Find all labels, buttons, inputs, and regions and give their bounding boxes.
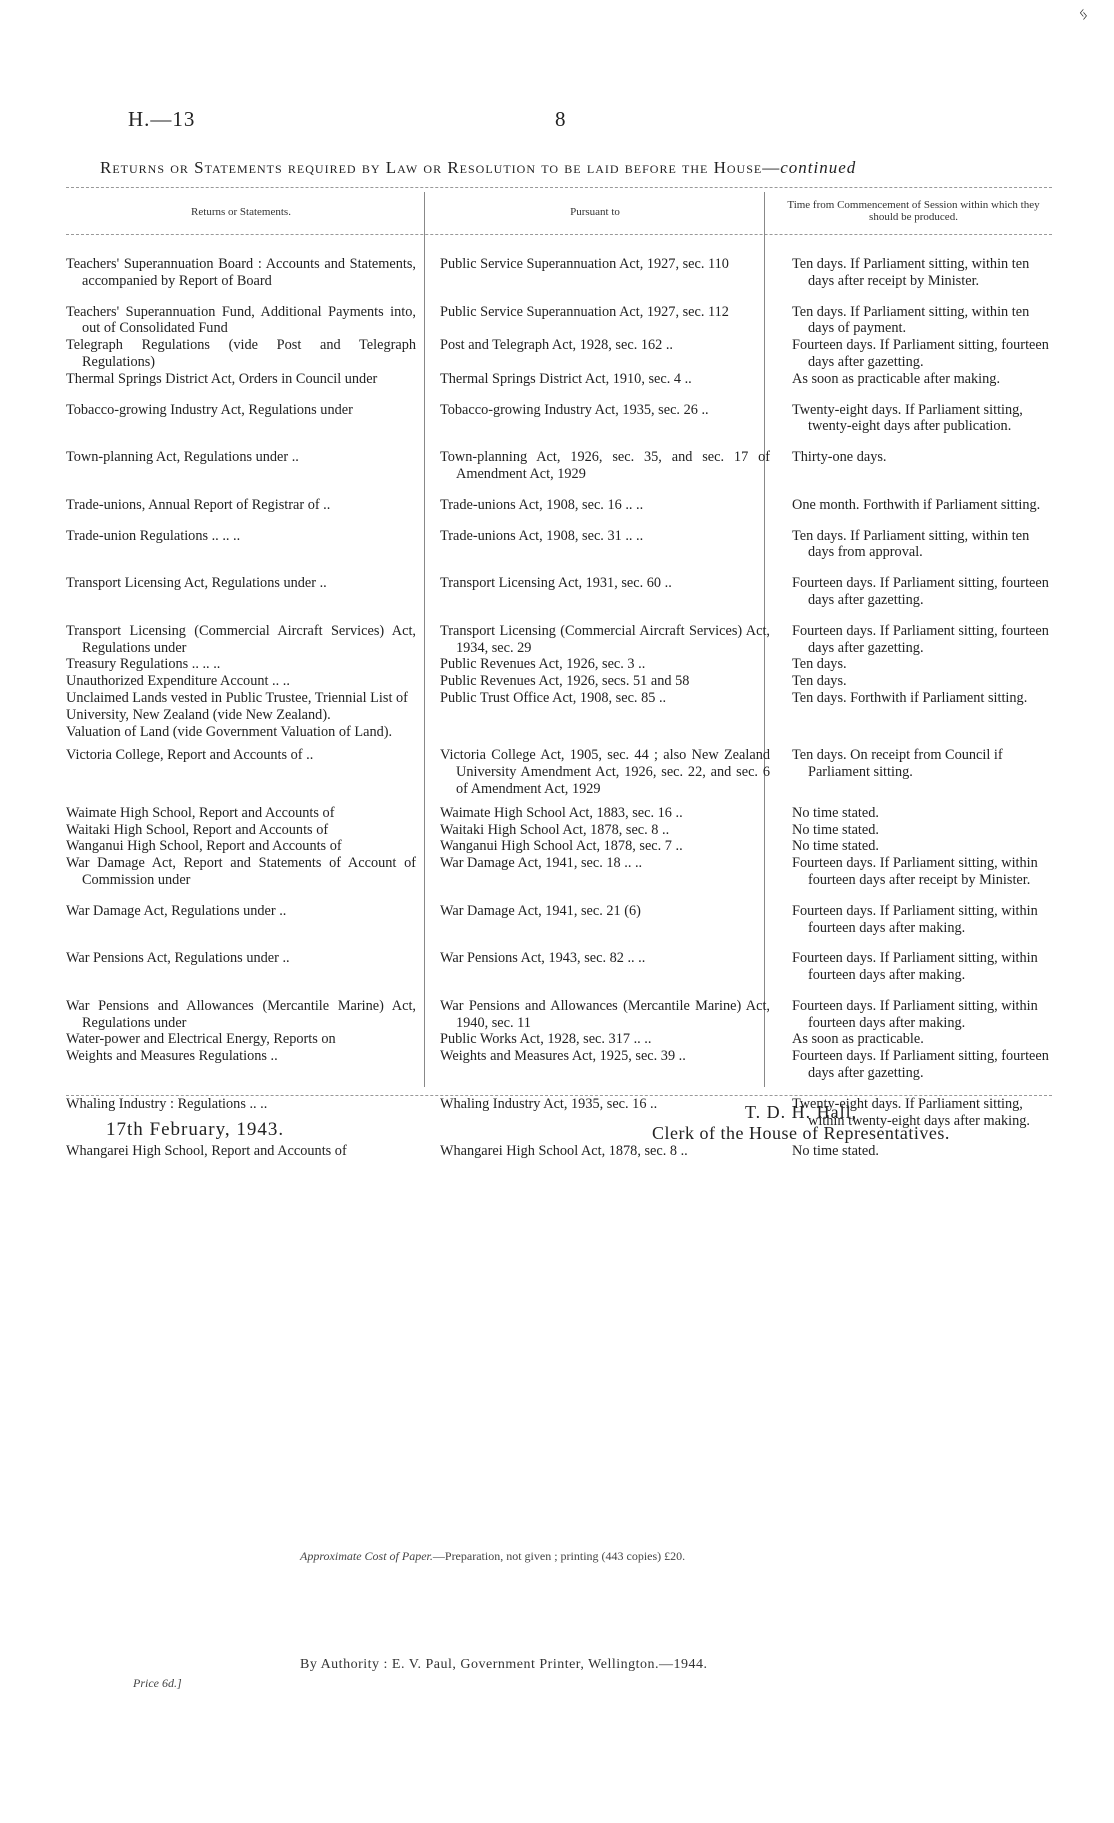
cell-return bbox=[66, 1031, 428, 1048]
cell-pursuant-text: Trade-unions Act, 1908, sec. 31 .. .. bbox=[440, 527, 644, 544]
cell-time-text: No time stated. bbox=[792, 1143, 879, 1160]
table-row bbox=[66, 798, 1052, 822]
cell-time-text: As soon as practicable after making. bbox=[792, 370, 1001, 387]
cell-return-text: War Damage Act, Regulations under .. bbox=[66, 902, 287, 919]
cell-time-text: Fourteen days. If Parliament sitting, within fourteen days after making. bbox=[792, 997, 1038, 1031]
cell-return bbox=[66, 673, 428, 690]
cell-pursuant-text: Public Service Superannuation Act, 1927, sec. 112 bbox=[440, 303, 729, 320]
cell-time bbox=[780, 256, 1052, 290]
cell-time-text: One month. Forthwith if Parliament sitting. bbox=[792, 496, 1041, 513]
cell-return bbox=[66, 483, 428, 514]
cell-pursuant-text: Public Revenues Act, 1926, sec. 3 .. bbox=[440, 656, 646, 673]
cell-return-text: Valuation of Land (vide Government Valuation of Land). bbox=[66, 723, 393, 740]
cell-time-text: Fourteen days. If Parliament sitting, fourteen days after gazetting. bbox=[792, 575, 1049, 608]
table-bottom-rule bbox=[66, 1095, 1052, 1096]
cell-pursuant bbox=[428, 822, 780, 839]
table-row bbox=[66, 483, 1052, 514]
cell-return-text: Whaling Industry : Regulations .. .. bbox=[66, 1095, 268, 1112]
cell-time-text: Ten days. Forthwith if Parliament sitting. bbox=[792, 689, 1028, 706]
cell-pursuant bbox=[428, 936, 780, 984]
price: Price 6d.] bbox=[133, 1676, 182, 1690]
cell-pursuant bbox=[428, 483, 780, 514]
table-row bbox=[66, 561, 1052, 609]
cell-time bbox=[780, 984, 1052, 1032]
table-row bbox=[66, 609, 1052, 657]
cell-return bbox=[66, 514, 428, 562]
cell-time-text: Fourteen days. If Parliament sitting, fourteen days after gazetting. bbox=[792, 622, 1049, 656]
cell-return-text: Trade-union Regulations .. .. .. bbox=[66, 527, 241, 544]
table-row bbox=[66, 707, 1052, 724]
cell-time-text: As soon as practicable. bbox=[792, 1031, 924, 1048]
cell-return bbox=[66, 435, 428, 483]
cell-pursuant-text: Whaling Industry Act, 1935, sec. 16 .. bbox=[440, 1095, 658, 1112]
table-row bbox=[66, 514, 1052, 562]
cell-pursuant-text: Victoria College Act, 1905, sec. 44 ; also New Zealand University Amendment Act, 1926, sec. 22, and sec. 6 of Amendment Act, 1929 bbox=[440, 747, 770, 797]
cell-pursuant bbox=[428, 707, 780, 724]
table-row bbox=[66, 673, 1052, 690]
cell-pursuant bbox=[428, 435, 780, 483]
cell-return-text: Whangarei High School, Report and Accounts of bbox=[66, 1143, 347, 1160]
cell-pursuant-text: War Pensions Act, 1943, sec. 82 .. .. bbox=[440, 950, 646, 967]
table-row bbox=[66, 690, 1052, 707]
cell-return bbox=[66, 936, 428, 984]
table-row bbox=[66, 435, 1052, 483]
table-row bbox=[66, 1031, 1052, 1048]
cell-time bbox=[780, 889, 1052, 937]
cell-pursuant bbox=[428, 337, 780, 371]
cell-return-text: War Pensions Act, Regulations under .. bbox=[66, 950, 290, 967]
cell-pursuant bbox=[428, 838, 780, 855]
cell-pursuant-text: Transport Licensing Act, 1931, sec. 60 .. bbox=[440, 575, 672, 592]
cell-pursuant-text: Town-planning Act, 1926, sec. 35, and sec. 17 of Amendment Act, 1929 bbox=[440, 449, 770, 482]
cell-time bbox=[780, 337, 1052, 371]
cell-return-text: Trade-unions, Annual Report of Registrar of .. bbox=[66, 496, 331, 513]
cell-pursuant bbox=[428, 984, 780, 1032]
column-header-time: Time from Commencement of Session within which they should be produced. bbox=[787, 199, 1040, 223]
cell-return bbox=[66, 371, 428, 388]
cell-return-text: Water-power and Electrical Energy, Reports on bbox=[66, 1031, 336, 1048]
cell-time-text: Fourteen days. If Parliament sitting, within fourteen days after receipt by Minister. bbox=[792, 855, 1038, 888]
cell-return-text: Unclaimed Lands vested in Public Trustee, Triennial List of bbox=[66, 689, 408, 706]
cell-time bbox=[780, 435, 1052, 483]
cell-pursuant-text: Public Revenues Act, 1926, secs. 51 and 58 bbox=[440, 673, 690, 690]
cell-return-text: War Damage Act, Report and Statements of Account of Commission under bbox=[66, 855, 416, 888]
cell-time-text: Thirty-one days. bbox=[792, 449, 887, 466]
cost-label: Approximate Cost of Paper. bbox=[300, 1549, 433, 1563]
cell-time bbox=[780, 838, 1052, 855]
cell-time bbox=[780, 855, 1052, 889]
cell-time-text: Fourteen days. If Parliament sitting, within fourteen days after making. bbox=[792, 902, 1038, 936]
cell-return-text: Waimate High School, Report and Accounts of bbox=[66, 804, 335, 821]
cell-pursuant-text: Whangarei High School Act, 1878, sec. 8 .. bbox=[440, 1143, 688, 1160]
cell-time-text: Ten days. bbox=[792, 673, 847, 690]
cell-time bbox=[780, 673, 1052, 690]
cell-pursuant bbox=[428, 889, 780, 937]
corner-mark: ᛃ bbox=[1078, 4, 1089, 24]
cell-return bbox=[66, 561, 428, 609]
cell-return-text: Weights and Measures Regulations .. bbox=[66, 1048, 278, 1065]
cell-return bbox=[66, 740, 428, 797]
cell-time bbox=[780, 707, 1052, 724]
cell-pursuant-text: War Damage Act, 1941, sec. 21 (6) bbox=[440, 902, 641, 919]
page-number: 8 bbox=[555, 107, 566, 131]
cell-return bbox=[66, 290, 428, 338]
cell-return-text: Wanganui High School, Report and Accounts of bbox=[66, 838, 342, 855]
cell-pursuant-text: Thermal Springs District Act, 1910, sec. 4 .. bbox=[440, 370, 692, 387]
cell-return bbox=[66, 1048, 428, 1082]
cell-return-text: War Pensions and Allowances (Mercantile Marine) Act, Regulations under bbox=[66, 997, 416, 1031]
cell-pursuant-text: Public Service Superannuation Act, 1927, sec. 110 bbox=[440, 256, 729, 272]
table-row bbox=[66, 724, 1052, 741]
cell-time-text: Ten days. If Parliament sitting, within ten days after receipt by Minister. bbox=[792, 256, 1030, 289]
cell-return bbox=[66, 855, 428, 889]
cell-pursuant bbox=[428, 690, 780, 707]
cell-return-text: Unauthorized Expenditure Account .. .. bbox=[66, 673, 290, 690]
signer-name: T. D. H. Hall, bbox=[745, 1102, 858, 1122]
table-row bbox=[66, 371, 1052, 388]
cell-return-text: Waitaki High School, Report and Accounts of bbox=[66, 821, 329, 838]
cost-text: —Preparation, not given ; printing (443 copies) £20. bbox=[432, 1549, 686, 1563]
cell-return-text: Town-planning Act, Regulations under .. bbox=[66, 449, 299, 466]
cell-pursuant bbox=[428, 290, 780, 338]
cell-return-text: Teachers' Superannuation Fund, Additional Payments into, out of Consolidated Fund bbox=[66, 303, 416, 337]
cell-pursuant bbox=[428, 740, 780, 797]
cell-return-text: University, New Zealand (vide New Zealand). bbox=[66, 706, 331, 723]
cell-pursuant-text: Transport Licensing (Commercial Aircraft Services) Act, 1934, sec. 29 bbox=[440, 622, 770, 656]
column-header-rule bbox=[66, 234, 1052, 235]
table-row bbox=[66, 290, 1052, 338]
column-header-pursuant: Pursuant to bbox=[570, 206, 620, 218]
cell-pursuant bbox=[428, 855, 780, 889]
document-reference: H.—13 bbox=[128, 107, 196, 131]
cell-time-text: No time stated. bbox=[792, 838, 879, 855]
cell-time bbox=[780, 656, 1052, 673]
cell-time bbox=[780, 1048, 1052, 1082]
cell-time-text: Twenty-eight days. If Parliament sitting, within twenty-eight days after making. bbox=[792, 1095, 1030, 1129]
printer-authority: By Authority : E. V. Paul, Government Printer, Wellington.—1944. bbox=[300, 1657, 708, 1672]
cell-return-text: Transport Licensing Act, Regulations under .. bbox=[66, 575, 327, 592]
cell-time bbox=[780, 290, 1052, 338]
cell-time-text: Ten days. If Parliament sitting, within ten days from approval. bbox=[792, 527, 1030, 561]
column-header-returns: Returns or Statements. bbox=[191, 206, 291, 218]
cell-pursuant-text: War Pensions and Allowances (Mercantile Marine) Act, 1940, sec. 11 bbox=[440, 997, 770, 1031]
table-row bbox=[66, 337, 1052, 371]
cell-return bbox=[66, 707, 428, 724]
cell-return-text: Tobacco-growing Industry Act, Regulations under bbox=[66, 401, 353, 418]
table-row bbox=[66, 822, 1052, 839]
cell-pursuant-text: Waimate High School Act, 1883, sec. 16 .. bbox=[440, 804, 683, 821]
cell-pursuant-text: War Damage Act, 1941, sec. 18 .. .. bbox=[440, 855, 643, 872]
cell-return bbox=[66, 388, 428, 436]
table-row bbox=[66, 855, 1052, 889]
cell-return-text: Transport Licensing (Commercial Aircraft Services) Act, Regulations under bbox=[66, 622, 416, 656]
cell-pursuant-text: Post and Telegraph Act, 1928, sec. 162 .. bbox=[440, 337, 674, 354]
signer-title: Clerk of the House of Representatives. bbox=[652, 1123, 950, 1143]
returns-table bbox=[66, 256, 1052, 1160]
cell-return bbox=[66, 838, 428, 855]
signing-date: 17th February, 1943. bbox=[106, 1119, 285, 1140]
cell-return bbox=[66, 822, 428, 839]
cell-pursuant bbox=[428, 514, 780, 562]
cell-return bbox=[66, 337, 428, 371]
table-row bbox=[66, 388, 1052, 436]
cell-pursuant-text: Tobacco-growing Industry Act, 1935, sec. 26 .. bbox=[440, 401, 709, 418]
table-row bbox=[66, 984, 1052, 1032]
table-row bbox=[66, 256, 1052, 290]
cell-pursuant-text: Trade-unions Act, 1908, sec. 16 .. .. bbox=[440, 496, 644, 513]
cell-time bbox=[780, 388, 1052, 436]
page-title-suffix: continued bbox=[780, 158, 857, 177]
cell-time bbox=[780, 609, 1052, 657]
cell-time bbox=[780, 822, 1052, 839]
table-row bbox=[66, 740, 1052, 797]
cell-return-text: Victoria College, Report and Accounts of .. bbox=[66, 747, 314, 764]
cell-pursuant-text: Wanganui High School Act, 1878, sec. 7 .. bbox=[440, 838, 683, 855]
table-row bbox=[66, 656, 1052, 673]
cell-return bbox=[66, 798, 428, 822]
table-row bbox=[66, 838, 1052, 855]
cell-return bbox=[66, 984, 428, 1032]
cell-return-text: Teachers' Superannuation Board : Accounts and Statements, accompanied by Report of Board bbox=[66, 256, 416, 289]
cost-of-paper-note bbox=[300, 1549, 685, 1564]
cell-time bbox=[780, 561, 1052, 609]
cell-time bbox=[780, 483, 1052, 514]
cell-time-text: Twenty-eight days. If Parliament sitting, twenty-eight days after publication. bbox=[792, 401, 1023, 435]
cell-time bbox=[780, 690, 1052, 707]
cell-pursuant bbox=[428, 656, 780, 673]
cell-return bbox=[66, 609, 428, 657]
cell-pursuant-text: Public Works Act, 1928, sec. 317 .. .. bbox=[440, 1031, 652, 1048]
cell-pursuant-text: Waitaki High School Act, 1878, sec. 8 .. bbox=[440, 821, 670, 838]
header-rule bbox=[66, 187, 1052, 188]
cell-time-text: No time stated. bbox=[792, 821, 879, 838]
cell-return bbox=[66, 724, 428, 741]
cell-return bbox=[66, 690, 428, 707]
cell-pursuant bbox=[428, 1048, 780, 1082]
cell-pursuant bbox=[428, 609, 780, 657]
cell-pursuant bbox=[428, 561, 780, 609]
cell-time bbox=[780, 514, 1052, 562]
cell-pursuant-text: Public Trust Office Act, 1908, sec. 85 .. bbox=[440, 689, 667, 706]
cell-time bbox=[780, 740, 1052, 797]
cell-time bbox=[780, 798, 1052, 822]
cell-return bbox=[66, 889, 428, 937]
cell-time-text: Ten days. On receipt from Council if Parliament sitting. bbox=[792, 747, 1003, 781]
cell-time bbox=[780, 371, 1052, 388]
cell-return bbox=[66, 656, 428, 673]
cell-time-text: Ten days. If Parliament sitting, within ten days of payment. bbox=[792, 303, 1030, 337]
cell-time-text: Ten days. bbox=[792, 656, 847, 673]
cell-return bbox=[66, 256, 428, 290]
cell-return-text: Telegraph Regulations (vide Post and Telegraph Regulations) bbox=[66, 337, 416, 370]
cell-return-text: Treasury Regulations .. .. .. bbox=[66, 656, 221, 673]
page-title-main: Returns or Statements required by Law or Resolution to be laid before the House— bbox=[100, 158, 781, 177]
cell-return-text: Thermal Springs District Act, Orders in Council under bbox=[66, 370, 378, 387]
cell-time bbox=[780, 1031, 1052, 1048]
cell-pursuant bbox=[428, 1031, 780, 1048]
page-title bbox=[100, 158, 1030, 178]
cell-time bbox=[780, 936, 1052, 984]
cell-pursuant bbox=[428, 256, 780, 290]
cell-pursuant bbox=[428, 371, 780, 388]
cell-time-text: Fourteen days. If Parliament sitting, within fourteen days after making. bbox=[792, 950, 1038, 984]
table-row bbox=[66, 889, 1052, 937]
cell-time-text: Fourteen days. If Parliament sitting, fourteen days after gazetting. bbox=[792, 337, 1049, 370]
cell-pursuant-text: Weights and Measures Act, 1925, sec. 39 .. bbox=[440, 1048, 686, 1065]
cell-pursuant bbox=[428, 388, 780, 436]
cell-pursuant bbox=[428, 798, 780, 822]
cell-time bbox=[780, 724, 1052, 741]
table-row bbox=[66, 1048, 1052, 1082]
cell-time-text: No time stated. bbox=[792, 804, 879, 821]
cell-time-text: Fourteen days. If Parliament sitting, fourteen days after gazetting. bbox=[792, 1048, 1049, 1082]
cell-pursuant bbox=[428, 673, 780, 690]
table-row bbox=[66, 936, 1052, 984]
cell-pursuant bbox=[428, 724, 780, 741]
